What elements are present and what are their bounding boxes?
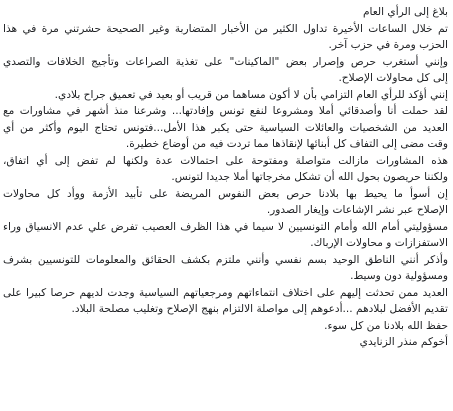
post-line: العديد من الشخصيات والعائلات السياسية حتى يكبر هذا الأمل...فتونس تحتاج اليوم وأكثر من أي	[3, 121, 448, 134]
post-line: تم خلال الساعات الأخيرة تداول الكثير من الأخبار المتضاربة وغير الصحيحة حشرتني مرة في هذا	[3, 22, 448, 35]
post-signature: أخوكم منذر الزنايدي	[359, 336, 448, 348]
post-line: حفظ الله بلادنا من كل سوء.	[324, 319, 448, 332]
post-line: مسؤوليتي أمام الله وأمام التونسيين لا سيما في هذا الظرف العصيب تفرض علي عدم الانسياق وراء	[3, 220, 448, 233]
post-line: هذه المشاورات مازالت متواصلة ومفتوحة على احتمالات عدة ولكنها لم تفض إلى أي اتفاق،	[3, 154, 448, 167]
post-line: إن أسوأ ما يحيط بها بلادنا حرص بعض النفوس المريضة على تأبيد الأزمة ووأد كل محاولات	[3, 187, 448, 200]
post-line: تقديم الأفضل لبلادهم ...أدعوهم إلى مواصلة الالتزام بنهج الإصلاح وتغليب مصلحة البلاد.	[71, 303, 448, 315]
post-line: الاستفزازات و محاولات الإرباك.	[310, 237, 448, 249]
post-line: إلى كل محاولات الإصلاح.	[338, 72, 448, 84]
post-line: لقد حملت أنا وأصدقائي أملا ومشروعا لنفع تونس وإفادتها... وشرعنا منذ أشهر في مشاورات مع	[3, 105, 448, 117]
post-line: العديد ممن تحدثت إليهم على اختلاف انتماءاتهم ومرجعياتهم السياسية وجدت لديهم حرصا كبيرا على	[3, 286, 448, 299]
post-line: ولكننا حريصون بحول الله أن تشكل مخرجاتها أملا جديدا لتونس.	[171, 171, 448, 183]
post-title: بلاغ إلى الرأي العام	[362, 6, 448, 18]
post-line: الحزب ومرة في حزب آخر.	[328, 39, 448, 51]
post-line: وقت مضى إلى التفاف كل أبنائها لإنقاذها مما تردت فيه من أوضاع خطيرة.	[125, 138, 448, 150]
post-line: وأذكر أنني الناطق الوحيد بسم نفسي وأنني ملتزم بكشف الحقائق والمعلومات للتونسيين بشرف	[3, 253, 448, 266]
post-line: إنني أؤكد للرأي العام التزامي بأن لا أكون مساهما من قريب أو بعيد في تعميق جراح بلادي.	[54, 88, 448, 101]
post-line: ومسؤولية دون وسيط.	[350, 270, 448, 282]
post-line: الإصلاح عبر نشر الإشاعات وإيغار الصدور.	[266, 204, 448, 216]
post-line: وإنني أستغرب حرص وإصرار بعض "الماكينات" على تغذية الصراعات وتأجيج الخلافات والتصدي	[3, 55, 448, 68]
